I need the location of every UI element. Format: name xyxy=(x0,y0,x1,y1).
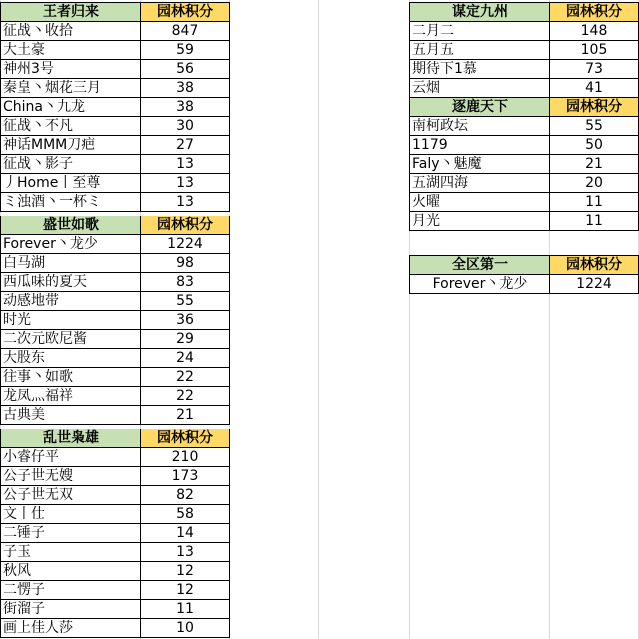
member-name[interactable]: 丿Home丨至尊 xyxy=(0,174,141,193)
member-name[interactable]: 二愣子 xyxy=(0,581,141,600)
member-name[interactable]: 公子世无嫂 xyxy=(0,467,141,486)
member-score[interactable]: 50 xyxy=(549,136,639,155)
table-row xyxy=(0,155,230,174)
table-row xyxy=(409,22,639,41)
member-score[interactable]: 24 xyxy=(140,349,230,368)
team-header-mouding[interactable]: 谋定九州 xyxy=(409,2,550,22)
score-header[interactable]: 园林积分 xyxy=(549,255,639,275)
table-row xyxy=(409,60,639,79)
table-row xyxy=(0,60,230,79)
member-score[interactable]: 22 xyxy=(140,387,230,406)
member-name[interactable]: 火曜 xyxy=(409,193,550,212)
member-score[interactable]: 73 xyxy=(549,60,639,79)
table-row xyxy=(0,505,230,524)
member-score[interactable]: 21 xyxy=(549,155,639,174)
member-score[interactable]: 55 xyxy=(549,117,639,136)
member-name[interactable]: 子玉 xyxy=(0,543,141,562)
member-name[interactable]: 1179 xyxy=(409,136,550,155)
member-score[interactable]: 173 xyxy=(140,467,230,486)
table-row xyxy=(0,98,230,117)
member-name[interactable]: 街溜子 xyxy=(0,600,141,619)
table-row xyxy=(0,619,230,638)
table-shengshi xyxy=(0,216,230,425)
member-name[interactable]: 画上佳人莎 xyxy=(0,619,141,638)
table-row xyxy=(0,117,230,136)
member-name[interactable]: 往事丶如歌 xyxy=(0,368,141,387)
table-row xyxy=(0,467,230,486)
table-row xyxy=(0,406,230,425)
member-score[interactable]: 13 xyxy=(140,155,230,174)
table-header-row xyxy=(409,256,639,275)
table-row xyxy=(0,448,230,467)
table-row xyxy=(0,486,230,505)
member-name[interactable]: 神州3号 xyxy=(0,60,141,79)
member-score[interactable]: 13 xyxy=(140,174,230,193)
member-name[interactable]: 五月五 xyxy=(409,41,550,60)
member-score[interactable]: 38 xyxy=(140,98,230,117)
member-name[interactable]: 二次元欧尼酱 xyxy=(0,330,141,349)
member-score[interactable]: 83 xyxy=(140,273,230,292)
table-row xyxy=(0,41,230,60)
team-header-luanshi[interactable]: 乱世枭雄 xyxy=(0,429,141,448)
table-row xyxy=(0,254,230,273)
member-name[interactable]: 南柯政坛 xyxy=(409,117,550,136)
member-name[interactable]: 月光 xyxy=(409,212,550,231)
table-row xyxy=(409,155,639,174)
table-zhulu xyxy=(409,98,639,231)
member-score[interactable]: 1224 xyxy=(549,275,639,294)
member-score[interactable]: 29 xyxy=(140,330,230,349)
table-row xyxy=(0,273,230,292)
member-name[interactable]: 征战丶影子 xyxy=(0,155,141,174)
member-score[interactable]: 13 xyxy=(140,193,230,212)
member-name[interactable]: 时光 xyxy=(0,311,141,330)
table-row xyxy=(409,41,639,60)
table-row xyxy=(0,543,230,562)
member-score[interactable]: 105 xyxy=(549,41,639,60)
table-row xyxy=(409,193,639,212)
table-row xyxy=(0,193,230,212)
member-name[interactable]: 秦皇丶烟花三月 xyxy=(0,79,141,98)
member-name[interactable]: Forever丶龙少 xyxy=(409,275,550,294)
member-name[interactable]: 文丨仕 xyxy=(0,505,141,524)
member-score[interactable]: 41 xyxy=(549,79,639,98)
member-score[interactable]: 98 xyxy=(140,254,230,273)
table-header-row xyxy=(0,216,230,235)
member-name[interactable]: 公子世无双 xyxy=(0,486,141,505)
table-row xyxy=(0,562,230,581)
table-row xyxy=(0,292,230,311)
member-score[interactable]: 58 xyxy=(140,505,230,524)
member-score[interactable]: 14 xyxy=(140,524,230,543)
member-score[interactable]: 21 xyxy=(140,406,230,425)
table-row xyxy=(0,311,230,330)
member-name[interactable]: ミ浊酒丶一杯ミ xyxy=(0,193,141,212)
table-row xyxy=(0,349,230,368)
member-name[interactable]: 西瓜味的夏天 xyxy=(0,273,141,292)
member-score[interactable]: 1224 xyxy=(140,235,230,254)
member-score[interactable]: 27 xyxy=(140,136,230,155)
table-row xyxy=(0,136,230,155)
table-row xyxy=(409,275,639,294)
team-header-quanqu[interactable]: 全区第一 xyxy=(409,255,550,275)
table-row xyxy=(0,174,230,193)
member-score[interactable]: 12 xyxy=(140,562,230,581)
member-name[interactable]: 动感地带 xyxy=(0,292,141,311)
member-name[interactable]: 小睿仔平 xyxy=(0,448,141,467)
table-row xyxy=(0,22,230,41)
table-row xyxy=(0,600,230,619)
member-name[interactable]: Faly丶魅魔 xyxy=(409,155,550,174)
member-name[interactable]: 征战丶收拾 xyxy=(0,22,141,41)
table-quanqu xyxy=(409,256,639,294)
table-row xyxy=(0,524,230,543)
score-header[interactable]: 园林积分 xyxy=(140,2,230,22)
member-name[interactable]: 大股东 xyxy=(0,349,141,368)
member-score[interactable]: 10 xyxy=(140,619,230,638)
member-score[interactable]: 38 xyxy=(140,79,230,98)
table-row xyxy=(0,581,230,600)
table-header-row xyxy=(0,429,230,448)
member-score[interactable]: 55 xyxy=(140,292,230,311)
member-score[interactable]: 13 xyxy=(140,543,230,562)
member-score[interactable]: 56 xyxy=(140,60,230,79)
member-score[interactable]: 148 xyxy=(549,22,639,41)
member-score[interactable]: 11 xyxy=(140,600,230,619)
member-name[interactable]: 白马湖 xyxy=(0,254,141,273)
member-score[interactable]: 12 xyxy=(140,581,230,600)
member-name[interactable]: 五湖四海 xyxy=(409,174,550,193)
member-name[interactable]: 云烟 xyxy=(409,79,550,98)
table-row xyxy=(0,387,230,406)
score-header[interactable]: 园林积分 xyxy=(549,2,639,22)
score-header[interactable]: 园林积分 xyxy=(140,216,230,235)
member-score[interactable]: 11 xyxy=(549,212,639,231)
member-name[interactable]: 二月二 xyxy=(409,22,550,41)
score-header[interactable]: 园林积分 xyxy=(549,98,639,117)
member-name[interactable]: Forever丶龙少 xyxy=(0,235,141,254)
member-name[interactable]: 神话MMM刀疤 xyxy=(0,136,141,155)
table-header-row xyxy=(409,98,639,117)
table-row xyxy=(409,117,639,136)
team-header-zhulu[interactable]: 逐鹿天下 xyxy=(409,98,550,117)
table-mouding xyxy=(409,3,639,98)
member-name[interactable]: 期待下1慕 xyxy=(409,60,550,79)
team-header-wangzhe[interactable]: 王者归来 xyxy=(0,2,141,22)
member-name[interactable]: 古典美 xyxy=(0,406,141,425)
table-row xyxy=(409,212,639,231)
member-name[interactable]: 大土豪 xyxy=(0,41,141,60)
member-name[interactable]: 征战丶不凡 xyxy=(0,117,141,136)
member-score[interactable]: 30 xyxy=(140,117,230,136)
table-luanshi xyxy=(0,429,230,638)
member-name[interactable]: 秋风 xyxy=(0,562,141,581)
member-score[interactable]: 36 xyxy=(140,311,230,330)
score-header[interactable]: 园林积分 xyxy=(140,429,230,448)
member-score[interactable]: 22 xyxy=(140,368,230,387)
table-header-row xyxy=(0,3,230,22)
table-wangzhe xyxy=(0,3,230,212)
table-row xyxy=(409,136,639,155)
member-score[interactable]: 847 xyxy=(140,22,230,41)
member-score[interactable]: 11 xyxy=(549,193,639,212)
team-header-shengshi[interactable]: 盛世如歌 xyxy=(0,216,141,235)
member-name[interactable]: 二锤子 xyxy=(0,524,141,543)
member-score[interactable]: 82 xyxy=(140,486,230,505)
member-score[interactable]: 20 xyxy=(549,174,639,193)
member-name[interactable]: China丶九龙 xyxy=(0,98,141,117)
table-row xyxy=(0,330,230,349)
table-row xyxy=(0,79,230,98)
table-header-row xyxy=(409,3,639,22)
member-score[interactable]: 210 xyxy=(140,448,230,467)
table-row xyxy=(0,368,230,387)
table-row xyxy=(0,235,230,254)
table-row xyxy=(409,174,639,193)
table-row xyxy=(409,79,639,98)
member-score[interactable]: 59 xyxy=(140,41,230,60)
member-name[interactable]: 龙凤灬福祥 xyxy=(0,387,141,406)
